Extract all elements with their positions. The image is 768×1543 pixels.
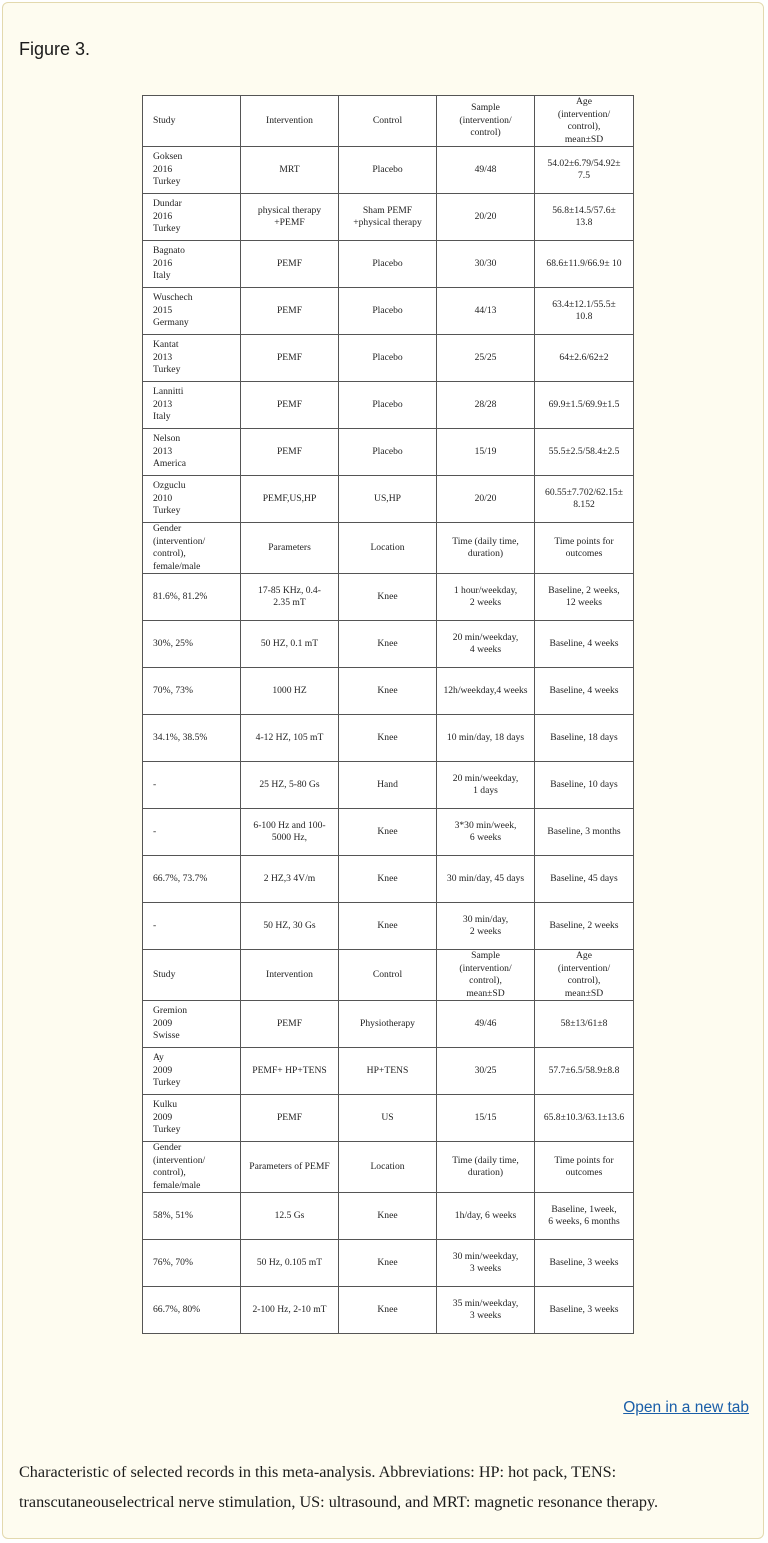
table-cell: 76%, 70%	[143, 1240, 241, 1287]
table-cell: 20 min/weekday, 4 weeks	[437, 621, 535, 668]
table-cell: 63.4±12.1/55.5± 10.8	[535, 288, 634, 335]
table-cell: US	[339, 1095, 437, 1142]
table-cell: Location	[339, 1142, 437, 1193]
table-cell: Knee	[339, 1193, 437, 1240]
table-cell: 12h/weekday,4 weeks	[437, 668, 535, 715]
table-row	[143, 288, 634, 335]
table-row	[143, 1240, 634, 1287]
table-row	[143, 523, 634, 574]
table-cell: 30 min/day, 2 weeks	[437, 903, 535, 950]
table-cell: 1000 HZ	[241, 668, 339, 715]
table-cell: 1h/day, 6 weeks	[437, 1193, 535, 1240]
table-cell: Location	[339, 523, 437, 574]
table-row	[143, 1193, 634, 1240]
table-cell: 50 HZ, 0.1 mT	[241, 621, 339, 668]
table-cell: Knee	[339, 1240, 437, 1287]
table-cell: 44/13	[437, 288, 535, 335]
table-cell: 30/25	[437, 1048, 535, 1095]
table-cell: Wuschech 2015 Germany	[143, 288, 241, 335]
table-row	[143, 476, 634, 523]
table-cell: 49/48	[437, 147, 535, 194]
table-cell: Baseline, 3 weeks	[535, 1287, 634, 1334]
table-cell: Parameters	[241, 523, 339, 574]
table-row	[143, 96, 634, 147]
table-cell: Placebo	[339, 382, 437, 429]
table-cell: Study	[143, 950, 241, 1001]
table-row	[143, 241, 634, 288]
table-cell: Baseline, 2 weeks	[535, 903, 634, 950]
figure-panel	[2, 2, 764, 1539]
table-cell: Goksen 2016 Turkey	[143, 147, 241, 194]
table-cell: Time (daily time, duration)	[437, 523, 535, 574]
table-cell: 1 hour/weekday, 2 weeks	[437, 574, 535, 621]
table-cell: Age (intervention/ control), mean±SD	[535, 950, 634, 1001]
table-cell: PEMF	[241, 382, 339, 429]
table-cell: PEMF,US,HP	[241, 476, 339, 523]
table-cell: Nelson 2013 America	[143, 429, 241, 476]
table-row	[143, 1287, 634, 1334]
table-cell: Control	[339, 96, 437, 147]
table-cell: physical therapy +PEMF	[241, 194, 339, 241]
table-cell: Physiotherapy	[339, 1001, 437, 1048]
table-row	[143, 715, 634, 762]
table-row	[143, 1095, 634, 1142]
table-cell: Kulku 2009 Turkey	[143, 1095, 241, 1142]
table-row	[143, 856, 634, 903]
table-cell: 20 min/weekday, 1 days	[437, 762, 535, 809]
table-row	[143, 621, 634, 668]
figure-title: Figure 3.	[19, 39, 91, 59]
table-cell: Knee	[339, 856, 437, 903]
table-cell: 12.5 Gs	[241, 1193, 339, 1240]
table-cell: Time points for outcomes	[535, 523, 634, 574]
table-cell: Knee	[339, 1287, 437, 1334]
table-cell: 10 min/day, 18 days	[437, 715, 535, 762]
table-row	[143, 382, 634, 429]
table-cell: 57.7±6.5/58.9±8.8	[535, 1048, 634, 1095]
table-cell: Knee	[339, 668, 437, 715]
table-cell: Gender (intervention/ control), female/male	[143, 1142, 241, 1193]
table-cell: Study	[143, 96, 241, 147]
table-cell: Placebo	[339, 241, 437, 288]
table-row	[143, 950, 634, 1001]
table-cell: 65.8±10.3/63.1±13.6	[535, 1095, 634, 1142]
table-cell: 17-85 KHz, 0.4- 2.35 mT	[241, 574, 339, 621]
table-row	[143, 147, 634, 194]
table-cell: 4-12 HZ, 105 mT	[241, 715, 339, 762]
table-cell: PEMF	[241, 1001, 339, 1048]
table-row	[143, 574, 634, 621]
table-row	[143, 335, 634, 382]
table-cell: Intervention	[241, 950, 339, 1001]
table-body	[143, 96, 634, 1334]
table-cell: 69.9±1.5/69.9±1.5	[535, 382, 634, 429]
table-cell: Placebo	[339, 288, 437, 335]
table-cell: 28/28	[437, 382, 535, 429]
table-cell: 6-100 Hz and 100- 5000 Hz,	[241, 809, 339, 856]
table-cell: 30%, 25%	[143, 621, 241, 668]
table-cell: Knee	[339, 809, 437, 856]
figure-caption: Characteristic of selected records in this meta-analysis. Abbreviations: HP: hot pack, TENS: transcutaneouselectrical nerve stimulation, US: ultrasound, and MRT: magnetic resonance therapy.	[19, 1463, 659, 1511]
table-cell: Gender (intervention/ control), female/male	[143, 523, 241, 574]
table-row	[143, 1048, 634, 1095]
table-cell: 70%, 73%	[143, 668, 241, 715]
table-cell: Intervention	[241, 96, 339, 147]
table-cell: 15/19	[437, 429, 535, 476]
table-cell: 58±13/61±8	[535, 1001, 634, 1048]
table-cell: Baseline, 3 weeks	[535, 1240, 634, 1287]
table-cell: 64±2.6/62±2	[535, 335, 634, 382]
table-cell: 50 Hz, 0.105 mT	[241, 1240, 339, 1287]
table-row	[143, 1142, 634, 1193]
table-cell: Time points for outcomes	[535, 1142, 634, 1193]
table-cell: Placebo	[339, 335, 437, 382]
table-cell: 66.7%, 73.7%	[143, 856, 241, 903]
table-cell: Control	[339, 950, 437, 1001]
table-cell: PEMF	[241, 335, 339, 382]
table-cell: Baseline, 1week, 6 weeks, 6 months	[535, 1193, 634, 1240]
table-cell: 58%, 51%	[143, 1193, 241, 1240]
table-cell: Baseline, 18 days	[535, 715, 634, 762]
table-cell: Baseline, 45 days	[535, 856, 634, 903]
table-cell: Baseline, 4 weeks	[535, 621, 634, 668]
table-cell: 35 min/weekday, 3 weeks	[437, 1287, 535, 1334]
table-cell: 30 min/weekday, 3 weeks	[437, 1240, 535, 1287]
table-cell: Time (daily time, duration)	[437, 1142, 535, 1193]
table-cell: Knee	[339, 903, 437, 950]
table-cell: Ozguclu 2010 Turkey	[143, 476, 241, 523]
table-cell: 50 HZ, 30 Gs	[241, 903, 339, 950]
table-cell: -	[143, 762, 241, 809]
table-cell: Kantat 2013 Turkey	[143, 335, 241, 382]
table-cell: -	[143, 809, 241, 856]
table-cell: Placebo	[339, 147, 437, 194]
table-row	[143, 809, 634, 856]
table-cell: 25/25	[437, 335, 535, 382]
table-cell: 55.5±2.5/58.4±2.5	[535, 429, 634, 476]
table-cell: Baseline, 10 days	[535, 762, 634, 809]
table-cell: Sample (intervention/ control)	[437, 96, 535, 147]
table-row	[143, 668, 634, 715]
table-cell: Lannitti 2013 Italy	[143, 382, 241, 429]
table-cell: Placebo	[339, 429, 437, 476]
table-cell: Ay 2009 Turkey	[143, 1048, 241, 1095]
table-cell: Dundar 2016 Turkey	[143, 194, 241, 241]
table-cell: PEMF	[241, 288, 339, 335]
table-cell: 56.8±14.5/57.6± 13.8	[535, 194, 634, 241]
table-cell: 30/30	[437, 241, 535, 288]
table-cell: 3*30 min/week, 6 weeks	[437, 809, 535, 856]
table-row	[143, 429, 634, 476]
table-cell: 25 HZ, 5-80 Gs	[241, 762, 339, 809]
table-cell: Hand	[339, 762, 437, 809]
table-cell: MRT	[241, 147, 339, 194]
table-cell: 66.7%, 80%	[143, 1287, 241, 1334]
table-cell: PEMF	[241, 429, 339, 476]
table-cell: 81.6%, 81.2%	[143, 574, 241, 621]
table-cell: Baseline, 3 months	[535, 809, 634, 856]
table-cell: 2 HZ,3 4V/m	[241, 856, 339, 903]
table-cell: Knee	[339, 715, 437, 762]
table-cell: Knee	[339, 621, 437, 668]
table-cell: 34.1%, 38.5%	[143, 715, 241, 762]
table-cell: 2-100 Hz, 2-10 mT	[241, 1287, 339, 1334]
table-cell: 30 min/day, 45 days	[437, 856, 535, 903]
open-in-new-tab-link[interactable]: Open in a new tab	[623, 1399, 749, 1416]
table-cell: Sample (intervention/ control), mean±SD	[437, 950, 535, 1001]
table-cell: PEMF+ HP+TENS	[241, 1048, 339, 1095]
table-cell: 15/15	[437, 1095, 535, 1142]
table-cell: 54.02±6.79/54.92± 7.5	[535, 147, 634, 194]
table-row	[143, 1001, 634, 1048]
table-cell: 60.55±7.702/62.15± 8.152	[535, 476, 634, 523]
table-cell: Gremion 2009 Swisse	[143, 1001, 241, 1048]
table-cell: HP+TENS	[339, 1048, 437, 1095]
table-cell: Bagnato 2016 Italy	[143, 241, 241, 288]
table-cell: US,HP	[339, 476, 437, 523]
table-row	[143, 194, 634, 241]
table-cell: 49/46	[437, 1001, 535, 1048]
table-cell: -	[143, 903, 241, 950]
table-cell: Knee	[339, 574, 437, 621]
table-cell: Baseline, 4 weeks	[535, 668, 634, 715]
table-cell: 68.6±11.9/66.9± 10	[535, 241, 634, 288]
table-cell: Parameters of PEMF	[241, 1142, 339, 1193]
table-row	[143, 762, 634, 809]
table-cell: Sham PEMF +physical therapy	[339, 194, 437, 241]
table-cell: Baseline, 2 weeks, 12 weeks	[535, 574, 634, 621]
table-cell: Age (intervention/ control), mean±SD	[535, 96, 634, 147]
table-cell: 20/20	[437, 194, 535, 241]
table-row	[143, 903, 634, 950]
table-cell: PEMF	[241, 241, 339, 288]
characteristics-table	[142, 95, 634, 1334]
table-cell: 20/20	[437, 476, 535, 523]
table-cell: PEMF	[241, 1095, 339, 1142]
